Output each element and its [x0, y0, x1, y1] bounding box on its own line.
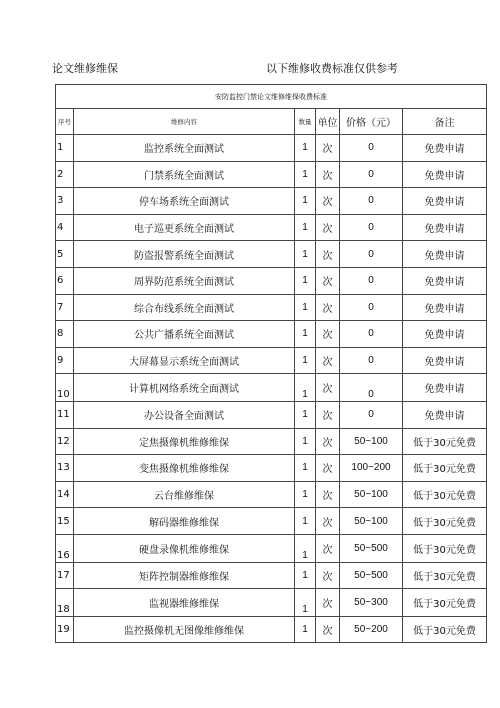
row-item: 停车场系统全面测试 [74, 188, 295, 215]
row-note: 免费申请 [403, 374, 487, 402]
row-note: 低于30元免费 [403, 562, 487, 589]
table-row [56, 401, 487, 428]
table-row [56, 481, 487, 508]
row-item: 周界防范系统全面测试 [74, 267, 295, 294]
row-item: 综合布线系统全面测试 [74, 294, 295, 321]
row-price: 0 [340, 267, 403, 294]
row-number: 2 [56, 161, 74, 188]
row-price: 0 [340, 374, 403, 402]
table-row [56, 455, 487, 482]
row-item: 变焦摄像机维修维保 [74, 455, 295, 482]
row-quantity: 1 [295, 562, 316, 589]
row-quantity: 1 [295, 616, 316, 643]
row-note: 免费申请 [403, 347, 487, 374]
row-quantity: 1 [295, 241, 316, 268]
row-unit: 次 [316, 135, 340, 162]
table-row [56, 214, 487, 241]
table-row [56, 562, 487, 589]
row-item: 硬盘录像机维修维保 [74, 534, 295, 562]
row-number: 16 [56, 534, 74, 562]
row-price: 50~200 [340, 616, 403, 643]
row-item: 门禁系统全面测试 [74, 161, 295, 188]
col-header-price: 价格（元） [340, 109, 403, 135]
table-row [56, 241, 487, 268]
row-note: 低于30元免费 [403, 508, 487, 535]
table-row [56, 616, 487, 643]
row-number: 13 [56, 455, 74, 482]
col-header-no: 序号 [56, 109, 74, 135]
row-price: 50~100 [340, 428, 403, 455]
row-price: 50~100 [340, 508, 403, 535]
row-quantity: 1 [295, 267, 316, 294]
row-quantity: 1 [295, 455, 316, 482]
row-price: 0 [340, 161, 403, 188]
row-item: 电子巡更系统全面测试 [74, 214, 295, 241]
row-number: 7 [56, 294, 74, 321]
row-note: 免费申请 [403, 241, 487, 268]
row-item: 大屏幕显示系统全面测试 [74, 347, 295, 374]
row-unit: 次 [316, 428, 340, 455]
col-header-item: 维修内容 [74, 109, 295, 135]
row-price: 50~100 [340, 481, 403, 508]
table-row [56, 161, 487, 188]
row-price: 50~500 [340, 562, 403, 589]
row-quantity: 1 [295, 534, 316, 562]
row-number: 5 [56, 241, 74, 268]
row-unit: 次 [316, 481, 340, 508]
row-item: 监控摄像机无图像维修维保 [74, 616, 295, 643]
row-unit: 次 [316, 214, 340, 241]
row-unit: 次 [316, 616, 340, 643]
row-quantity: 1 [295, 135, 316, 162]
row-price: 50~300 [340, 589, 403, 617]
row-number: 9 [56, 347, 74, 374]
table-row [56, 135, 487, 162]
table-row [56, 534, 487, 562]
table-row [56, 589, 487, 617]
row-unit: 次 [316, 374, 340, 402]
table-title: 安防监控门禁论文维修维保收费标准 [56, 85, 487, 109]
row-item: 监控系统全面测试 [74, 135, 295, 162]
row-number: 15 [56, 508, 74, 535]
row-quantity: 1 [295, 188, 316, 215]
row-quantity: 1 [295, 321, 316, 348]
row-quantity: 1 [295, 214, 316, 241]
row-note: 免费申请 [403, 161, 487, 188]
row-item: 矩阵控制器维修维保 [74, 562, 295, 589]
row-quantity: 1 [295, 374, 316, 402]
header-left-title: 论文维修维保 [52, 62, 118, 75]
table-row [56, 321, 487, 348]
row-price: 0 [340, 188, 403, 215]
row-number: 1 [56, 135, 74, 162]
row-quantity: 1 [295, 428, 316, 455]
row-number: 18 [56, 589, 74, 617]
row-quantity: 1 [295, 347, 316, 374]
row-item: 防盗报警系统全面测试 [74, 241, 295, 268]
row-note: 免费申请 [403, 321, 487, 348]
row-note: 免费申请 [403, 401, 487, 428]
row-number: 8 [56, 321, 74, 348]
row-note: 免费申请 [403, 267, 487, 294]
row-unit: 次 [316, 534, 340, 562]
col-header-unit: 单位 [316, 109, 340, 135]
table-row [56, 428, 487, 455]
row-number: 14 [56, 481, 74, 508]
table-header-row [56, 109, 487, 135]
row-note: 低于30元免费 [403, 589, 487, 617]
row-quantity: 1 [295, 481, 316, 508]
row-number: 4 [56, 214, 74, 241]
table-row [56, 267, 487, 294]
row-unit: 次 [316, 508, 340, 535]
table-row [56, 188, 487, 215]
row-quantity: 1 [295, 161, 316, 188]
table-row [56, 508, 487, 535]
row-item: 监视器维修维保 [74, 589, 295, 617]
row-unit: 次 [316, 321, 340, 348]
row-note: 免费申请 [403, 135, 487, 162]
row-item: 计算机网络系统全面测试 [74, 374, 295, 402]
row-price: 0 [340, 347, 403, 374]
row-price: 0 [340, 135, 403, 162]
row-note: 低于30元免费 [403, 428, 487, 455]
row-item: 公共广播系统全面测试 [74, 321, 295, 348]
row-number: 17 [56, 562, 74, 589]
row-number: 3 [56, 188, 74, 215]
row-unit: 次 [316, 161, 340, 188]
row-note: 低于30元免费 [403, 455, 487, 482]
row-price: 50~500 [340, 534, 403, 562]
row-note: 低于30元免费 [403, 616, 487, 643]
row-price: 0 [340, 294, 403, 321]
table-row [56, 294, 487, 321]
header-right-note: 以下维修收费标准仅供参考 [266, 62, 398, 75]
table-row [56, 347, 487, 374]
row-unit: 次 [316, 347, 340, 374]
row-price: 0 [340, 214, 403, 241]
row-quantity: 1 [295, 401, 316, 428]
table-row [56, 374, 487, 402]
row-quantity: 1 [295, 508, 316, 535]
row-note: 免费申请 [403, 188, 487, 215]
row-number: 12 [56, 428, 74, 455]
row-number: 19 [56, 616, 74, 643]
fee-table [55, 84, 487, 643]
row-unit: 次 [316, 401, 340, 428]
col-header-note: 备注 [403, 109, 487, 135]
row-unit: 次 [316, 241, 340, 268]
row-item: 办公设备全面测试 [74, 401, 295, 428]
row-unit: 次 [316, 267, 340, 294]
row-unit: 次 [316, 455, 340, 482]
row-note: 低于30元免费 [403, 534, 487, 562]
col-header-qty: 数量 [295, 109, 316, 135]
row-number: 11 [56, 401, 74, 428]
row-unit: 次 [316, 562, 340, 589]
row-price: 0 [340, 401, 403, 428]
row-unit: 次 [316, 188, 340, 215]
row-item: 云台维修维保 [74, 481, 295, 508]
row-note: 低于30元免费 [403, 481, 487, 508]
row-number: 10 [56, 374, 74, 402]
row-note: 免费申请 [403, 214, 487, 241]
row-unit: 次 [316, 589, 340, 617]
row-price: 0 [340, 321, 403, 348]
row-number: 6 [56, 267, 74, 294]
row-unit: 次 [316, 294, 340, 321]
row-note: 免费申请 [403, 294, 487, 321]
row-item: 解码器维修维保 [74, 508, 295, 535]
row-quantity: 1 [295, 294, 316, 321]
row-item: 定焦摄像机维修维保 [74, 428, 295, 455]
row-price: 0 [340, 241, 403, 268]
row-quantity: 1 [295, 589, 316, 617]
row-price: 100~200 [340, 455, 403, 482]
